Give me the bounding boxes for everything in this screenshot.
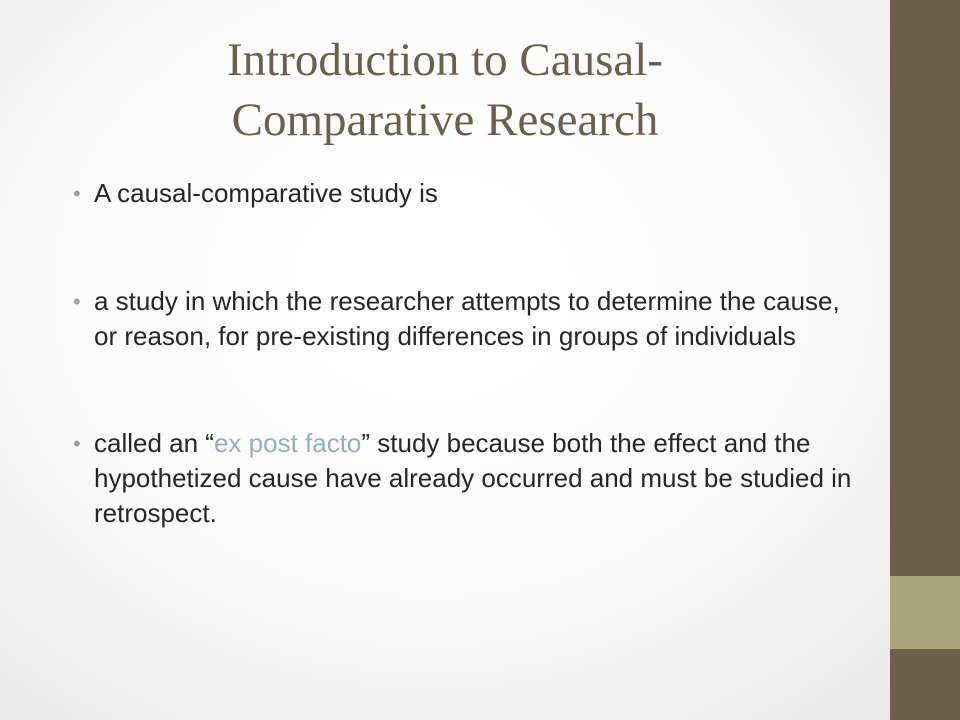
bullet-dot-icon: • bbox=[73, 289, 81, 314]
side-bar-accent bbox=[890, 576, 960, 649]
bullet-dot-icon: • bbox=[73, 431, 81, 456]
bullet-list bbox=[73, 176, 863, 531]
bullet-item bbox=[73, 426, 863, 531]
bullet-text-pre: called an “ bbox=[94, 428, 214, 458]
bullet-text: a study in which the researcher attempts to determine the cause, or reason, for pre-existing differences in groups of individuals bbox=[94, 286, 840, 351]
bullet-item bbox=[73, 284, 863, 354]
slide-title bbox=[0, 30, 890, 150]
bullet-item bbox=[73, 176, 863, 211]
highlight-term: ex post facto bbox=[213, 428, 362, 458]
slide-title-line-2: Comparative Research bbox=[231, 94, 659, 146]
bullet-text: A causal-comparative study is bbox=[94, 178, 438, 208]
bullet-text-post: ” study because both the effect and the hypothetized cause have already occurred and must be studied in retrospect. bbox=[94, 428, 852, 528]
slide-title-line-1: Introduction to Causal- bbox=[227, 34, 663, 86]
bullet-dot-icon: • bbox=[73, 181, 81, 206]
